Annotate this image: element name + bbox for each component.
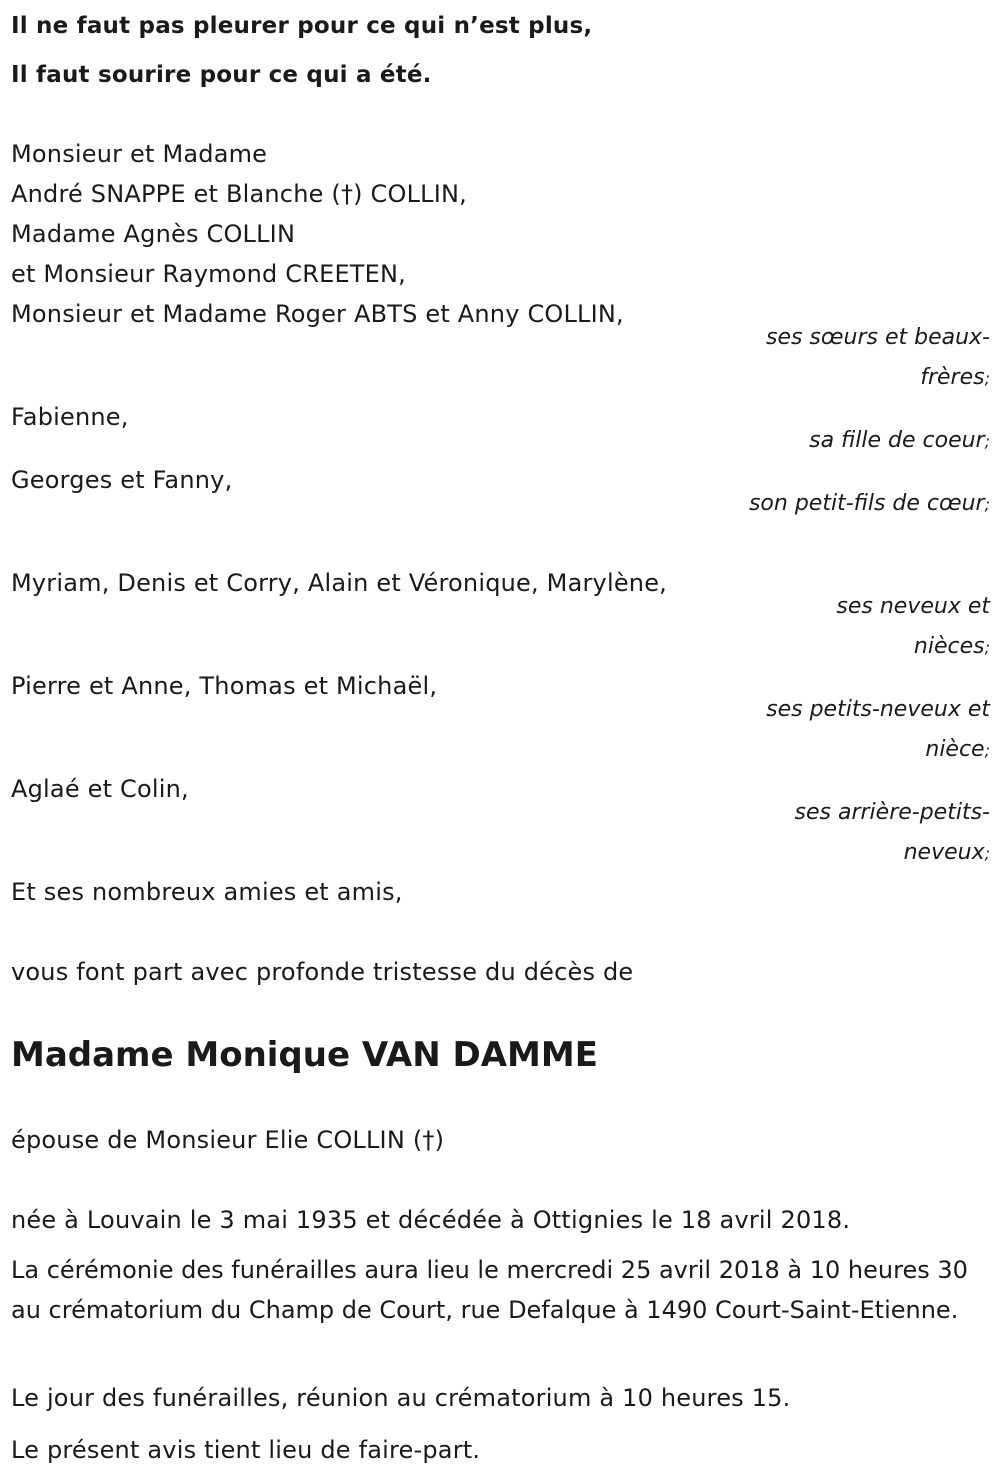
spouse-line: épouse de Monsieur Elie COLLIN (†) [11, 1126, 445, 1154]
gathering-line: Le jour des funérailles, réunion au crématorium à 10 heures 15. [11, 1384, 791, 1412]
relation-label: son petit-fils de cœur; [748, 491, 990, 516]
relation-label: sa fille de coeur; [809, 428, 990, 453]
family-line: Aglaé et Colin, [11, 775, 189, 803]
relation-label: ses sœurs et beaux-frères; [765, 325, 990, 390]
birth-death-line: née à Louvain le 3 mai 1935 et décédée à Ottignies le 18 avril 2018. [11, 1206, 851, 1234]
family-line: Pierre et Anne, Thomas et Michaël, [11, 672, 438, 700]
notice-line: Le présent avis tient lieu de faire-part. [11, 1436, 481, 1464]
quote-line-1: Il ne faut pas pleurer pour ce qui n’est plus, [11, 13, 593, 39]
family-line: Fabienne, [11, 403, 129, 431]
family-line: Georges et Fanny, [11, 466, 233, 494]
deceased-name: Madame Monique VAN DAMME [11, 1035, 598, 1075]
quote-line-2: Il faut sourire pour ce qui a été. [11, 62, 432, 88]
family-line: Monsieur et Madame [11, 140, 268, 168]
family-line: Myriam, Denis et Corry, Alain et Véronique, Marylène, [11, 569, 667, 597]
family-line: Madame Agnès COLLIN [11, 220, 296, 248]
family-line: André SNAPPE et Blanche (†) COLLIN, [11, 180, 468, 208]
ceremony-paragraph: La cérémonie des funérailles aura lieu le mercredi 25 avril 2018 à 10 heures 30 au crématorium du Champ de Court, rue Defalque à 1490 Court-Saint-Etienne. [11, 1256, 968, 1324]
relation-label: ses petits-neveux et nièce; [766, 697, 990, 762]
announcement-line: vous font part avec profonde tristesse du décès de [11, 958, 634, 986]
family-line: et Monsieur Raymond CREETEN, [11, 260, 407, 288]
family-line: Monsieur et Madame Roger ABTS et Anny COLLIN, [11, 300, 624, 328]
friends-line: Et ses nombreux amies et amis, [11, 878, 403, 906]
relation-label: ses arrière-petits-neveux; [794, 800, 990, 865]
relation-label: ses neveux et nièces; [836, 594, 990, 659]
